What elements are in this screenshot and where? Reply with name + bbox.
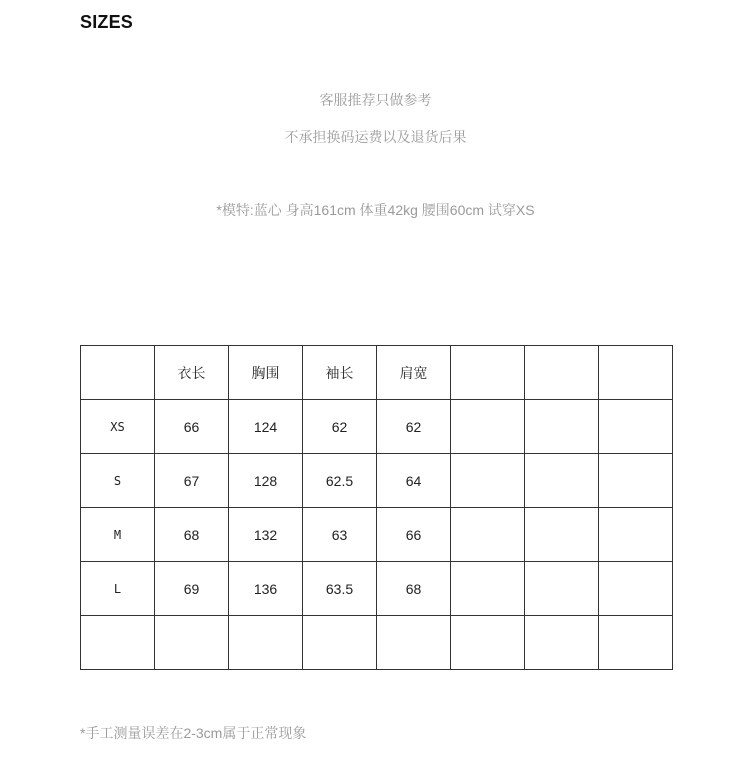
table-cell: [599, 616, 673, 670]
size-label-cell: [81, 616, 155, 670]
header-cell: [451, 346, 525, 400]
table-cell: [599, 400, 673, 454]
table-cell: [525, 454, 599, 508]
table-cell: [525, 508, 599, 562]
table-cell: 67: [155, 454, 229, 508]
table-cell: [377, 616, 451, 670]
table-row: [81, 400, 673, 454]
table-cell: [599, 562, 673, 616]
table-cell: 128: [229, 454, 303, 508]
page-heading: SIZES: [80, 12, 134, 32]
size-label-cell: XS: [81, 400, 155, 454]
size-table: [80, 345, 673, 670]
model-info: *模特:蓝心 身高161cm 体重42kg 腰围60cm 试穿XS: [216, 202, 535, 218]
table-cell: [525, 616, 599, 670]
table-header-row: [81, 346, 673, 400]
measurement-footnote: *手工测量误差在2-3cm属于正常现象: [80, 725, 307, 741]
table-cell: 62.5: [303, 454, 377, 508]
shipping-disclaimer: 不承担换码运费以及退货后果: [284, 129, 467, 145]
table-cell: 136: [229, 562, 303, 616]
table-cell: [303, 616, 377, 670]
table-cell: [229, 616, 303, 670]
header-cell: [81, 346, 155, 400]
table-cell: [451, 616, 525, 670]
table-row: [81, 616, 673, 670]
table-cell: [599, 454, 673, 508]
table-row: [81, 562, 673, 616]
table-cell: 66: [377, 508, 451, 562]
header-cell: 袖长: [303, 346, 377, 400]
header-cell: [525, 346, 599, 400]
table-cell: 66: [155, 400, 229, 454]
header-cell: 胸围: [229, 346, 303, 400]
table-cell: 62: [303, 400, 377, 454]
size-label-cell: S: [81, 454, 155, 508]
table-cell: [451, 454, 525, 508]
table-cell: 62: [377, 400, 451, 454]
table-row: [81, 454, 673, 508]
table-cell: 69: [155, 562, 229, 616]
header-cell: [599, 346, 673, 400]
header-cell: 肩宽: [377, 346, 451, 400]
table-cell: 124: [229, 400, 303, 454]
size-label-cell: M: [81, 508, 155, 562]
table-row: [81, 508, 673, 562]
table-cell: [525, 400, 599, 454]
table-cell: [451, 562, 525, 616]
table-cell: 68: [377, 562, 451, 616]
table-cell: [451, 400, 525, 454]
table-cell: [155, 616, 229, 670]
table-cell: 132: [229, 508, 303, 562]
table-cell: [451, 508, 525, 562]
table-cell: 63: [303, 508, 377, 562]
table-cell: 64: [377, 454, 451, 508]
table-cell: 63.5: [303, 562, 377, 616]
table-cell: [599, 508, 673, 562]
header-cell: 衣长: [155, 346, 229, 400]
size-label-cell: L: [81, 562, 155, 616]
table-cell: [525, 562, 599, 616]
recommendation-note: 客服推荐只做参考: [319, 92, 432, 108]
table-cell: 68: [155, 508, 229, 562]
